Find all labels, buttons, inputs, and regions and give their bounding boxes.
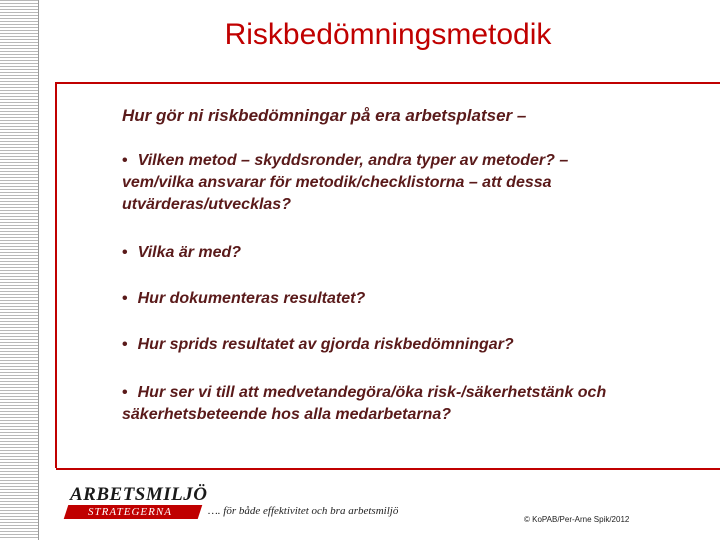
list-item xyxy=(122,334,642,356)
bullet-dot: • xyxy=(122,384,128,401)
list-item xyxy=(122,150,642,216)
footer-divider xyxy=(56,468,720,470)
bullet-text: Hur ser vi till att medvetandegöra/öka risk-/säkerhetstänk och säkerhetsbeteende hos alla medarbetarna? xyxy=(122,384,607,423)
left-divider xyxy=(55,82,57,468)
slide-heading: Hur gör ni riskbedömningar på era arbetsplatser – xyxy=(122,106,527,125)
bullet-text: Hur dokumenteras resultatet? xyxy=(137,290,366,307)
footer-copyright: © KoPAB/Per-Arne Spik/2012 xyxy=(524,515,630,524)
bullet-dot: • xyxy=(122,152,128,169)
decorative-stripe xyxy=(0,0,39,540)
title-divider xyxy=(56,82,720,84)
list-item xyxy=(122,382,642,426)
bullet-text: Vilka är med? xyxy=(137,244,242,261)
bullet-text: Hur sprids resultatet av gjorda riskbedömningar? xyxy=(137,336,514,353)
bullet-dot: • xyxy=(122,336,128,353)
bullet-dot: • xyxy=(122,290,128,307)
company-logo xyxy=(66,484,206,520)
logo-subtitle: STRATEGERNA xyxy=(88,506,172,518)
list-item xyxy=(122,288,642,310)
logo-wordmark: ARBETSMILJÖ xyxy=(70,484,208,505)
bullet-dot: • xyxy=(122,244,128,261)
footer-tagline: …. för både effektivitet och bra arbetsmiljö xyxy=(208,505,399,517)
slide-title: Riskbedömningsmetodik xyxy=(224,18,552,51)
bullet-text: Vilken metod – skyddsronder, andra typer av metoder? – vem/vilka ansvarar för metodik/checklistorna – att dessa utvärderas/utvecklas? xyxy=(122,152,569,213)
list-item xyxy=(122,242,642,264)
